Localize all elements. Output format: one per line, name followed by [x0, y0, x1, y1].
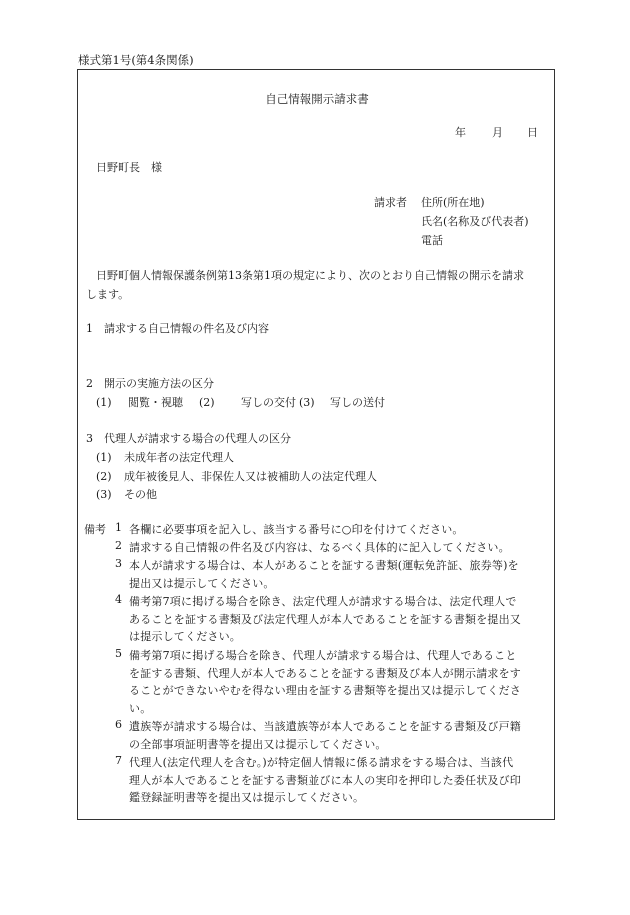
section-1-number: 1 [86, 322, 93, 335]
intro-text-line-1: 日野町個人情報保護条例第13条第1項の規定により、次のとおり自己情報の開示を請求 [96, 269, 524, 282]
note-3-line-1: 本人が請求する場合は、本人があることを証する書類(運転免許証、旅券等)を [129, 559, 519, 572]
note-2-number: 2 [115, 539, 122, 552]
note-5-line-2: を証する書類、代理人が本人であることを証する書類及び本人が開示請求をす [129, 666, 521, 680]
note-2-text [129, 539, 552, 557]
method-option-1-label: 閲覧・視聴 [128, 396, 183, 409]
note-2-line-1: 請求する自己情報の件名及び内容は、なるべく具体的に記入してください。 [129, 541, 510, 554]
note-4-line-2: あることを証する書類及び法定代理人が本人であることを証する書類を提出又 [129, 612, 521, 626]
section-3-title: 代理人が請求する場合の代理人の区分 [104, 432, 291, 445]
intro-text-line-2: します。 [86, 288, 130, 301]
form-number: 様式第1号(第4条関係) [78, 53, 194, 67]
requester-address-label: 住所(所在地) [421, 196, 485, 209]
note-7-line-2: 理人が本人であることを証する書類並びに本人の実印を押印した委任状及び印 [129, 773, 521, 787]
method-option-2-label: 写しの交付 [241, 396, 296, 409]
method-option-1-num: (1) [96, 396, 112, 409]
date-year-label: 年 [455, 126, 466, 139]
agent-option-2-num: (2) [96, 470, 112, 483]
note-4-text [129, 593, 552, 646]
note-6-text [129, 718, 552, 753]
note-5-line-3: ることができないやむを得ない理由を証する書類等を提出又は提示してくださ [129, 684, 521, 698]
section-3-number: 3 [86, 432, 93, 445]
note-4-line-1: 備考第7項に掲げる場合を除き、法定代理人が請求する場合は、法定代理人で [129, 595, 517, 608]
section-2-number: 2 [86, 377, 93, 390]
agent-option-3-label: その他 [124, 488, 157, 501]
note-4-line-3: は提示してください。 [129, 630, 241, 644]
note-7-number: 7 [115, 754, 122, 767]
note-3-text [129, 557, 552, 592]
note-6-line-1: 遺族等が請求する場合は、当該遺族等が本人であることを証する書類及び戸籍 [129, 720, 521, 733]
addressee: 日野町長 様 [96, 161, 162, 174]
form-title: 自己情報開示請求書 [265, 92, 369, 106]
note-5-text [129, 647, 552, 717]
note-7-line-1: 代理人(法定代理人を含む。)が特定個人情報に係る請求をする場合は、当該代 [129, 756, 514, 769]
requester-phone-label: 電話 [421, 234, 443, 247]
note-6-line-2: の全部事項証明書等を提出又は提示してください。 [129, 737, 387, 751]
note-1-line-1: 各欄に必要事項を記入し、該当する番号に○印を付けてください。 [129, 523, 464, 536]
section-2-title: 開示の実施方法の区分 [104, 377, 214, 390]
note-7-line-3: 鑑登録証明書等を提出又は提示してください。 [129, 791, 365, 805]
note-7-text [129, 754, 552, 807]
section-1-title: 請求する自己情報の件名及び内容 [104, 322, 269, 335]
method-option-2-num: (2) [199, 396, 215, 409]
agent-option-1-label: 未成年者の法定代理人 [124, 451, 234, 464]
notes-label: 備考 [84, 523, 106, 536]
requester-label: 請求者 [374, 196, 407, 209]
note-5-line-4: い。 [129, 701, 152, 715]
request-form-frame [77, 69, 555, 820]
date-day-label: 日 [527, 126, 538, 139]
note-5-number: 5 [115, 647, 122, 660]
note-1-text [129, 521, 552, 539]
note-3-number: 3 [115, 557, 122, 570]
agent-option-1-num: (1) [96, 451, 112, 464]
requester-name-label: 氏名(名称及び代表者) [421, 215, 529, 228]
agent-option-3-num: (3) [96, 488, 112, 501]
agent-option-2-label: 成年被後見人、非保佐人又は被補助人の法定代理人 [124, 470, 377, 483]
note-5-line-1: 備考第7項に掲げる場合を除き、代理人が請求する場合は、代理人であること [129, 649, 517, 662]
note-6-number: 6 [115, 718, 122, 731]
method-option-3-num: (3) [299, 396, 315, 409]
date-month-label: 月 [492, 126, 503, 139]
method-option-3-label: 写しの送付 [330, 396, 385, 409]
note-3-line-2: 提出又は提示してください。 [129, 576, 275, 590]
note-1-number: 1 [115, 521, 122, 534]
note-4-number: 4 [115, 593, 122, 606]
